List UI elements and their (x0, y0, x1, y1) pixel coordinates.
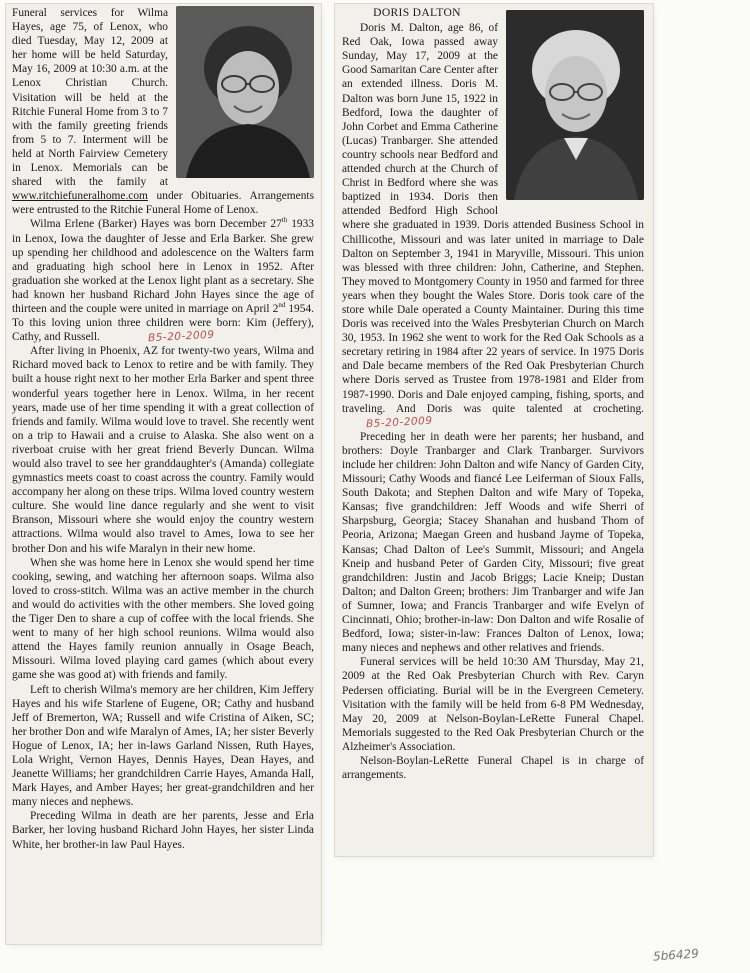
wilma-intro: Funeral services for Wilma Hayes, age 75, of Lenox, who died Tuesday, May 12, 2009 at her home will be held Saturday, May 16, 2009 at 10:30 a.m. at the Lenox Christian Church. Visitation will be held at the Ritchie Funeral Home from 3 to 7 with the family greeting friends from 5 to 7. Interment will be held at North Fairview Cemetery in Lenox. Memorials can be shared with the family at (12, 7, 168, 189)
wilma-intro-tail: under Obituaries. Arrangements were entrusted to the Ritchie Funeral Home of Lenox. (12, 190, 314, 217)
doris-arrangements-paragraph: Nelson-Boylan-LeRette Funeral Chapel is in charge of arrangements. (342, 754, 644, 782)
doris-survivors-paragraph: Preceding her in death were her parents; her husband, and brothers: Doyle Tranbarger and Clark Tranbarger. Survivors include her children: John Dalton and wife Nancy of Garden City, Missouri; Cathy Woods and fiancé Lee Leiferman of Sioux Falls, South Dakota; and Stephen Dalton and wife Mary of Topeka, Kansas; five grandchildren: Jeff Woods and wife Sherri of Sharpsburg, Georgia; Stacey Shanahan and husband Thom of Peoria, Arizona; Maegan Green and husband Jayme of Topeka, Kansas; Chad Dalton of Lee's Summit, Missouri; and Angela Kneip and husband Peter of Garden City, Missouri; five great grandchildren: Justin and Jacob Briggs; Lacie Kneip; Dustan Dalton; and Dalton Green; brothers: Jim Tranbarger and wife Jan of Sumner, Iowa; and Francis Tranbarger and wife Evelyn of Cincinnati, Ohio; brother-in-law: Don Dalton and wife Rosalie of Bedford, Iowa; sister-in-law: Frances Dalton of Lenox, Iowa; many nieces and nephews and other relatives and friends. (342, 430, 644, 655)
wilma-birth-suffix: th (281, 216, 288, 225)
wilma-biography (12, 217, 314, 344)
wilma-survivors-paragraph: Left to cherish Wilma's memory are her children, Kim Jeffery Hayes and his wife Starlene of Eugene, OR; Cathy and husband Jeff of Bremerton, WA; Russell and wife Cristina of Aiken, SC; her brother Don and wife Maralyn of Ames, IA; her sister Beverly Hogue of Lenox, IA; her in-laws Garland Nissen, Ruth Hayes, Lola Wright, Vernon Hayes, Dennis Hayes, Dean Hayes, and Jeanette Williams; her grandchildren Carrie Hayes, Amanda Hall, Mark Hayes, and Amber Hayes; her great-grandchildren and her many nieces and nephews. (12, 683, 314, 809)
doris-biography-text: Doris M. Dalton, age 86, of Red Oak, Iowa passed away Sunday, May 17, 2009 at the Good Samaritan Care Center after an extended illness. Doris M. Dalton was born June 15, 1922 in Bedford, Iowa the daughter of John Corbet and Emma Catherine (Lucas) Tranbarger. She attended country schools near Bedford and attended church at the Church of Christ in Bedford where she was baptized in 1934. Doris then attended Bedford High School where she graduated in 1939. Doris attended Business School in Chillicothe, Missouri and was later united in marriage to Dale Dalton on September 3, 1941 in Maryville, Missouri. This union was blessed with three children: John, Catherine, and Stephen. They moved to Montgomery County in 1950 and farmed for three years when they bought the Wales Store. Doris took care of the store while Dale operated a County Maintainer. During this time Doris was received into the Wales Presbyterian Church on March 30, 1953. In 1962 she went to work for the Red Oak Schools as a secretary retiring in 1984 after 22 years of service. In 1975 Doris and Dale became members of the Red Oak Presbyterian Church where Doris served as Trustee from 1978-1981 and Elder from 1987-1990. Doris and Dale enjoyed camping, fishing, sports, and traveling. And Doris was quite talented at crocheting. (342, 22, 644, 415)
doris-title: DORIS DALTON (373, 6, 461, 19)
wilma-preceded-paragraph: Preceding Wilma in death are her parents, Jesse and Erla Barker, her loving husband Richard John Hayes, her sister Linda White, her brother-in law Paul Hayes. (12, 810, 314, 851)
doris-services-paragraph: Funeral services will be held 10:30 AM Thursday, May 21, 2009 at the Red Oak Presbyterian Church with Rev. Caryn Pedersen officiating. Burial will be in the Evergreen Cemetery. Visitation with the family will be held from 6-8 PM Wednesday, May 20, 2009 at Nelson-Boylan-LeRette Funeral Chapel. Memorials suggested to the Red Oak Presbyterian Church or the Alzheimer's Association. (342, 656, 644, 753)
handwritten-reference-number: 5b6429 (652, 946, 700, 964)
handwritten-date-stamp: B5-20-2009 (147, 328, 215, 345)
wilma-portrait-photo (176, 6, 314, 178)
wilma-home-life-paragraph: When she was home here in Lenox she would spend her time cooking, sewing, and watching her afternoon soaps. Wilma also loved to cross-stitch. Wilma was an active member in the church and would do activities with the other members. She loved going the Tiger Den to share a cup of coffee with the local friends. She went to many of her high school reunions. Wilma would also attend the Hayes family reunion annually in Osage Beach, Missouri. Wilma loved playing card games (which about every game she was good at) with friends and family. (12, 556, 314, 682)
wilma-children-text: 1954. To this loving union three children were born: Kim (Jeffery), Cathy, and Russell. (12, 302, 314, 344)
wilma-marriage-suffix: nd (278, 301, 286, 310)
handwritten-date-stamp: B5-20-2009 (365, 414, 433, 430)
wilma-obituary (12, 6, 314, 940)
wilma-travel-paragraph: After living in Phoenix, AZ for twenty-two years, Wilma and Richard moved back to Lenox to retire and be with family. They built a house right next to her mother Erla Barker and spent three wonderful years together here in Lenox. Wilma, in her recent years, made use of her time spending it with a great collection of friends and family. Wilma would love to travel. She recently went on a trip to Hawaii and a cruise to Alaska. She also went on a riverboat cruise with her great friend Beverly Duncan. Wilma would also travel to see her granddaughter's (Amanda) collegiate gymnastics meets coast to coast across the country. Family would accompany her along on these trips. Wilma loved country western culture. She would line dance regularly and she went to visit Branson, Missouri where she would enjoy the country western attractions. Wilma would also travel to Ames, Iowa to see her brother Don and his wife Maralyn in their new home. (12, 345, 314, 555)
wilma-birth-text: Wilma Erlene (Barker) Hayes was born December 27 (30, 218, 282, 231)
doris-obituary (342, 6, 644, 852)
funeral-home-link[interactable]: www.ritchiefuneralhome.com (12, 190, 148, 203)
wilma-early-life-text: 1933 in Lenox, Iowa the daughter of Jesse and Erla Barker. She grew up spending her childhood and adolescence on the Walters farm and graduating high school here in Lenox in 1952. After graduation she worked at the Lenox light plant as a secretary. She had known her husband Richard John Hayes since the age of thirteen and the couple were united in marriage on April 2 (12, 218, 314, 315)
doris-portrait-photo (506, 10, 644, 200)
